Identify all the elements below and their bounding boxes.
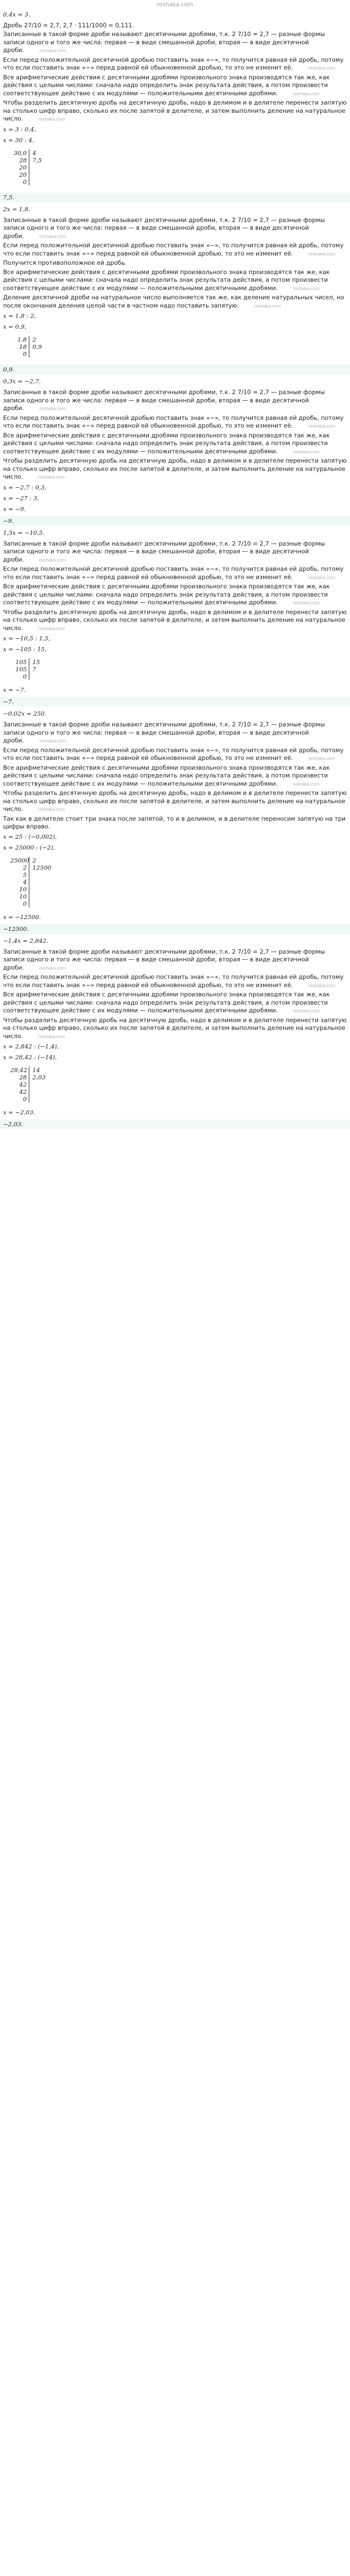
- equation: x = 2,842 : (−1,4),: [3, 1043, 59, 1050]
- paragraph: Если перед положительной десятичной дробью поставить знак «−», то получится равная ей дробь, потому что если поставить знак «−» перед равной ей обыкновенной дробью, то это не изменит её. reshaka.com: [3, 414, 344, 429]
- equation: x = −105 : 15,: [3, 646, 47, 653]
- long-division: [10, 149, 42, 185]
- watermark: reshaka.com: [308, 423, 335, 429]
- division-left: 28,42: [10, 1066, 27, 1074]
- watermark: reshaka.com: [293, 1008, 320, 1013]
- division-right: 7,5: [29, 157, 42, 164]
- division-left: 0: [23, 1095, 27, 1103]
- equation: x = 0,9,: [3, 323, 27, 330]
- division-right: [29, 350, 32, 358]
- division-left: 20: [19, 171, 27, 178]
- problem-section: [3, 378, 347, 526]
- division-left: 28: [19, 156, 27, 164]
- site-header[interactable]: reshaka.com: [156, 1, 194, 8]
- division-left: 0: [23, 178, 27, 185]
- answer-bar: −12500.: [0, 924, 350, 934]
- division-row: [10, 900, 51, 907]
- division-left: 0: [23, 900, 27, 907]
- equation: x = −2,03.: [3, 1109, 36, 1116]
- division-right: 15: [29, 658, 40, 666]
- paragraph: Записанные в такой форме дроби называют десятичными дробями, т.к. 2 7/10 = 2,7 — разные формы записи одного и того же числа: первая — в виде смешанной дроби, вторая — в виде десятичной дроби. reshaka.com: [3, 216, 325, 240]
- paragraph: Если перед положительной десятичной дробью поставить знак «−», то получится равная ей дробь, потому что если поставить знак «−» перед равной ей обыкновенной дробью, то это не изменит её. reshaka.com: [3, 565, 344, 581]
- watermark: reshaka.com: [39, 406, 66, 411]
- division-row: [10, 1066, 46, 1074]
- watermark: reshaka.com: [293, 449, 320, 454]
- division-row: [10, 336, 42, 343]
- watermark: reshaka.com: [293, 600, 320, 605]
- watermark: reshaka.com: [38, 807, 65, 812]
- division-left: 20: [19, 163, 27, 171]
- division-right: [29, 893, 32, 900]
- paragraph: Чтобы разделить десятичную дробь на десятичную дробь, надо в делимом и в делителе перенести запятую на столько цифр вправо, сколько их после запятой в делителе, и затем выполнить деление на натуральное число. reshaka.com: [3, 1016, 347, 1040]
- paragraph: Записанные в такой форме дроби называют десятичными дробями, т.к. 2 7/10 = 2,7 — разные формы записи одного и того же числа: первая — в виде смешанной дроби, вторая — в виде десятичной дроби. reshaka.com: [3, 721, 325, 744]
- division-right: [29, 1095, 32, 1103]
- equation: −0,02x = 250.: [3, 710, 47, 717]
- division-right: [29, 900, 32, 907]
- watermark: reshaka.com: [308, 574, 335, 580]
- fraction-note: Дробь 27/10 = 2,7, 2,7 · 111/1000 = 0,111.: [3, 22, 134, 29]
- division-left: 1,8: [17, 336, 27, 343]
- solution-page: [0, 1, 350, 1129]
- division-left: 25000: [10, 856, 29, 864]
- division-left: 42: [19, 1081, 27, 1088]
- equation: x = −9.: [3, 505, 26, 513]
- division-right: 2,03: [29, 1074, 46, 1081]
- paragraph: Записанные в такой форме дроби называют десятичными дробями, т.к. 2 7/10 = 2,7 — разные формы записи одного и того же числа: первая — в виде смешанной дроби, вторая — в виде десятичной дроби. reshaka.com: [3, 388, 325, 412]
- problem-section: [3, 710, 347, 934]
- paragraph: Если перед положительной десятичной дробью поставить знак «−», то получится равная ей дробь, потому что если поставить знак «−» перед равной ей обыкновенной дробью, то это не изменит её. reshaka.com: [3, 973, 344, 989]
- equation: x = 30 : 4,: [3, 136, 34, 144]
- answer-bar: −7.: [0, 697, 350, 707]
- paragraph: Чтобы разделить десятичную дробь на десятичную дробь, надо в делимом и в делителе перенести запятую на столько цифр вправо, сколько их после запятой в делителе, и затем выполнить деление на натуральное число. reshaka.com: [3, 789, 347, 812]
- paragraph: Чтобы разделить десятичную дробь на десятичную дробь, надо в делимом и в делителе перенести запятую на столько цифр вправо, сколько их после запятой в делителе, и затем выполнить деление на натуральное число. reshaka.com: [3, 608, 347, 632]
- long-division: [10, 658, 40, 680]
- long-division: [10, 1066, 46, 1103]
- equation: 2x = 1,8.: [3, 205, 30, 213]
- equation: x = 28,42 : (−14),: [3, 1054, 57, 1061]
- watermark: reshaka.com: [293, 781, 320, 787]
- division-right: [29, 673, 32, 680]
- paragraph: Если перед положительной десятичной дробью поставить знак «−», то получится равная ей дробь, потому что если поставить знак «−» перед равной ей обыкновенной дробью, то это не изменит её. reshaka.com: [3, 56, 344, 71]
- equation: x = −27 : 3,: [3, 494, 39, 502]
- watermark: reshaka.com: [38, 116, 65, 122]
- division-right: [29, 171, 32, 178]
- equation: x = −12500.: [3, 913, 41, 921]
- watermark: reshaka.com: [254, 303, 281, 309]
- watermark: reshaka.com: [39, 738, 66, 743]
- division-left: 5: [23, 871, 27, 878]
- equation: 0,3x = −2,7.: [3, 378, 41, 385]
- watermark: reshaka.com: [308, 756, 335, 761]
- division-row: [10, 171, 42, 178]
- watermark: reshaka.com: [308, 65, 335, 71]
- answer-bar: 7,5.: [0, 193, 350, 202]
- division-right: 2: [29, 857, 36, 864]
- division-left: 2: [23, 863, 27, 871]
- equation: x = −10,5 : 1,5,: [3, 635, 50, 642]
- paragraph: Записанные в такой форме дроби называют десятичными дробями, т.к. 2 7/10 = 2,7 — разные формы записи одного и того же числа: первая — в виде смешанной дроби, вторая — в виде десятичной дроби. reshaka.com: [3, 30, 325, 54]
- division-row: [10, 1088, 46, 1095]
- watermark: reshaka.com: [38, 1033, 65, 1039]
- division-right: 12500: [29, 864, 51, 871]
- paragraph: Все арифметические действия с десятичными дробями произвольного знака производятся так же, как действия с целыми числами: сначала надо определить знак результата действия, а потом произвести соответствующее действие с их модулями — положительными десятичными дробями. reshaka.com: [3, 764, 330, 787]
- division-right: [29, 878, 32, 886]
- paragraph: Все арифметические действия с десятичными дробями произвольного знака производятся так же, как действия с целыми числами: сначала надо определить знак результата действия, а потом произвести соответствующее действие с их модулями — положительными десятичными дробями. reshaka.com: [3, 268, 330, 292]
- division-right: 2: [29, 336, 36, 343]
- watermark: reshaka.com: [39, 965, 66, 971]
- division-row: [10, 1095, 46, 1103]
- paragraph: Чтобы разделить десятичную дробь на десятичную дробь, надо в делимом и в делителе перенести запятую на столько цифр вправо, сколько их после запятой в делителе, и затем выполнить деление на натуральное число. reshaka.com: [3, 99, 347, 122]
- division-row: [10, 164, 42, 171]
- paragraph: Все арифметические действия с десятичными дробями произвольного знака производятся так же, как действия с целыми числами: сначала надо определить знак результата действия, а потом произвести соответствующее действие с их модулями — положительными десятичными дробями. reshaka.com: [3, 583, 330, 606]
- division-row: [10, 1074, 46, 1081]
- answer-bar: −9.: [0, 516, 350, 526]
- answer-bar: −2,03.: [0, 1120, 350, 1129]
- watermark: reshaka.com: [39, 233, 66, 239]
- paragraph: Если перед положительной десятичной дробью поставить знак «−», то получится равная ей дробь, потому что если поставить знак «−» перед равной ей обыкновенной дробью, то это не изменит её. reshaka.com: [3, 242, 344, 257]
- division-row: [10, 886, 51, 893]
- division-left: 0: [23, 673, 27, 680]
- division-right: [29, 1081, 32, 1088]
- problem-section: [3, 206, 347, 375]
- paragraph: Деление десятичной дроби на натуральное число выполняется так же, как деление натуральных чисел, но после окончания деления целой части в частном надо поставить запятую. reshaka.com: [3, 294, 344, 309]
- problem-section: [3, 937, 347, 1130]
- division-row: [10, 658, 40, 666]
- equation: x = 25000 : (−2),: [3, 843, 55, 851]
- division-right: [29, 178, 32, 185]
- division-left: 30,0: [13, 149, 27, 157]
- division-row: [10, 149, 42, 157]
- division-right: [29, 871, 32, 878]
- division-right: [29, 886, 32, 893]
- equation: −1,4x = 2,842.: [3, 937, 48, 944]
- division-right: 14: [29, 1066, 40, 1074]
- division-row: [10, 857, 51, 864]
- division-right: [29, 1088, 32, 1095]
- division-left: 4: [23, 878, 27, 886]
- division-left: 18: [19, 343, 27, 350]
- paragraph: Если перед положительной десятичной дробью поставить знак «−», то получится равная ей дробь, потому что если поставить знак «−» перед равной ей обыкновенной дробью, то это не изменит её. reshaka.com: [3, 746, 344, 761]
- division-right: 7: [29, 666, 36, 673]
- paragraph: Все арифметические действия с десятичными дробями произвольного знака производятся так же, как действия с целыми числами: сначала надо определить знак результата действия, а потом произвести соответствующее действие с их модулями — положительными десятичными дробями. reshaka.com: [3, 431, 330, 455]
- division-row: [10, 350, 42, 358]
- answer-bar: 0,9.: [0, 365, 350, 375]
- division-left: 105: [15, 666, 27, 673]
- watermark: reshaka.com: [39, 557, 66, 563]
- division-row: [10, 1081, 46, 1088]
- long-division: [10, 336, 42, 358]
- watermark: reshaka.com: [293, 91, 320, 96]
- paragraph: Записанные в такой форме дроби называют десятичными дробями, т.к. 2 7/10 = 2,7 — разные формы записи одного и того же числа: первая — в виде смешанной дроби, вторая — в виде десятичной дроби. reshaka.com: [3, 947, 325, 971]
- watermark: reshaka.com: [38, 625, 65, 631]
- equation: x = −2,7 : 0,3,: [3, 483, 47, 491]
- equation: x = 3 : 0,4,: [3, 125, 36, 133]
- paragraph: Все арифметические действия с десятичными дробями произвольного знака производятся так же, как действия с целыми числами: сначала надо определить знак результата действия, а потом произвести соответствующее действие с их модулями — положительными десятичными дробями. reshaka.com: [3, 73, 330, 97]
- problem-section: [3, 11, 347, 202]
- division-row: [10, 864, 51, 871]
- division-row: [10, 343, 42, 350]
- equation: x = −7.: [3, 686, 26, 693]
- equation: x = 1,8 : 2,: [3, 312, 36, 319]
- watermark: reshaka.com: [39, 48, 66, 53]
- division-left: 105: [15, 658, 27, 666]
- paragraph: Так как в делителе стоит три знака после запятой, то и в делимом, и в делителе переносим запятую на три цифры вправо.: [3, 815, 346, 830]
- division-row: [10, 871, 51, 878]
- paragraph: Получится противоположное ей дробь.: [3, 259, 127, 266]
- division-left: 10: [19, 885, 27, 893]
- watermark: reshaka.com: [308, 251, 335, 257]
- paragraph: Все арифметические действия с десятичными дробями произвольного знака производятся так же, как действия с целыми числами: сначала надо определить знак результата действия, а потом произвести соответствующее действие с их модулями — положительными десятичными дробями. reshaka.com: [3, 991, 330, 1014]
- division-left: 28: [19, 1074, 27, 1081]
- division-row: [10, 893, 51, 900]
- long-division: [10, 857, 51, 907]
- paragraph: Записанные в такой форме дроби называют десятичными дробями, т.к. 2 7/10 = 2,7 — разные формы записи одного и того же числа: первая — в виде смешанной дроби, вторая — в виде десятичной дроби. reshaka.com: [3, 539, 325, 563]
- paragraph: Чтобы разделить десятичную дробь на десятичную дробь, надо в делимом и в делителе перенести запятую на столько цифр вправо, сколько их после запятой в делителе, и затем выполнить деление на натуральное число. reshaka.com: [3, 457, 347, 480]
- equation: 1,5x = −10,5.: [3, 529, 45, 536]
- problem-section: [3, 529, 347, 707]
- division-left: 10: [19, 892, 27, 900]
- equation: x = 25 : (−0,002),: [3, 833, 57, 840]
- division-left: 42: [19, 1088, 27, 1095]
- watermark: reshaka.com: [308, 982, 335, 988]
- division-row: [10, 878, 51, 886]
- division-left: 0: [23, 350, 27, 358]
- watermark: reshaka.com: [38, 474, 65, 480]
- division-right: [29, 164, 32, 171]
- division-right: 0,9: [29, 343, 42, 350]
- watermark: reshaka.com: [293, 285, 320, 291]
- division-row: [10, 157, 42, 164]
- division-row: [10, 673, 40, 680]
- division-right: 4: [29, 149, 36, 157]
- division-row: [10, 666, 40, 673]
- equation: 0,4x = 3.: [3, 11, 30, 18]
- division-row: [10, 178, 42, 185]
